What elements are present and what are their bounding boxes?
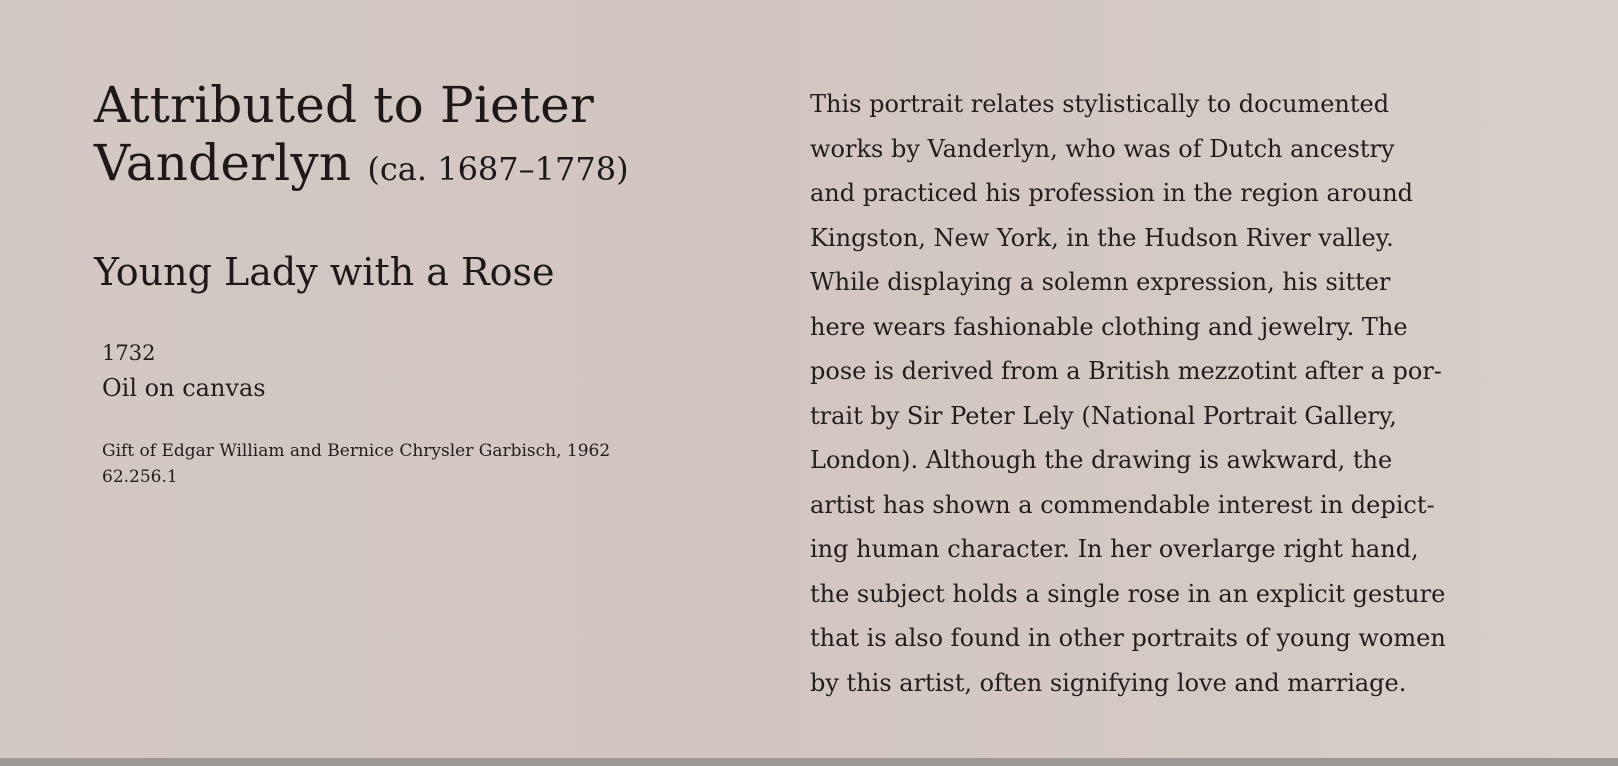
description-line: pose is derived from a British mezzotint after a por- [810,357,1442,385]
credit-line: Gift of Edgar William and Bernice Chrysler Garbisch, 1962 [102,441,611,461]
artwork-title: Young Lady with a Rose [94,250,555,294]
description-line: trait by Sir Peter Lely (National Portrait Gallery, [810,401,1397,430]
artwork-medium: Oil on canvas [102,374,266,402]
description-line: London). Although the drawing is awkward, the [810,446,1393,474]
description [810,82,1570,705]
description-line: Kingston, New York, in the Hudson River valley. [810,223,1394,252]
artwork-date: 1732 [102,341,156,365]
description-line: here wears fashionable clothing and jewelry. The [810,312,1408,341]
description-line: artist has shown a commendable interest in depict- [810,490,1435,519]
description-line: While displaying a solemn expression, his sitter [810,268,1391,296]
description-line: that is also found in other portraits of young women [810,624,1446,652]
artist-dates: (ca. 1687–1778) [367,150,629,188]
artist-line-2: Vanderlyn [94,134,352,192]
description-line: This portrait relates stylistically to documented [810,90,1390,118]
description-line: ing human character. In her overlarge right hand, [810,535,1419,563]
artist-name [94,76,754,198]
description-line: the subject holds a single rose in an explicit gesture [810,579,1446,608]
description-line: works by Vanderlyn, who was of Dutch ancestry [810,134,1395,163]
artist-line-1: Attributed to Pieter [94,76,594,134]
description-line: by this artist, often signifying love and marriage. [810,668,1407,697]
description-line: and practiced his profession in the region around [810,179,1414,207]
tombstone [94,76,754,490]
accession-number: 62.256.1 [102,467,178,487]
